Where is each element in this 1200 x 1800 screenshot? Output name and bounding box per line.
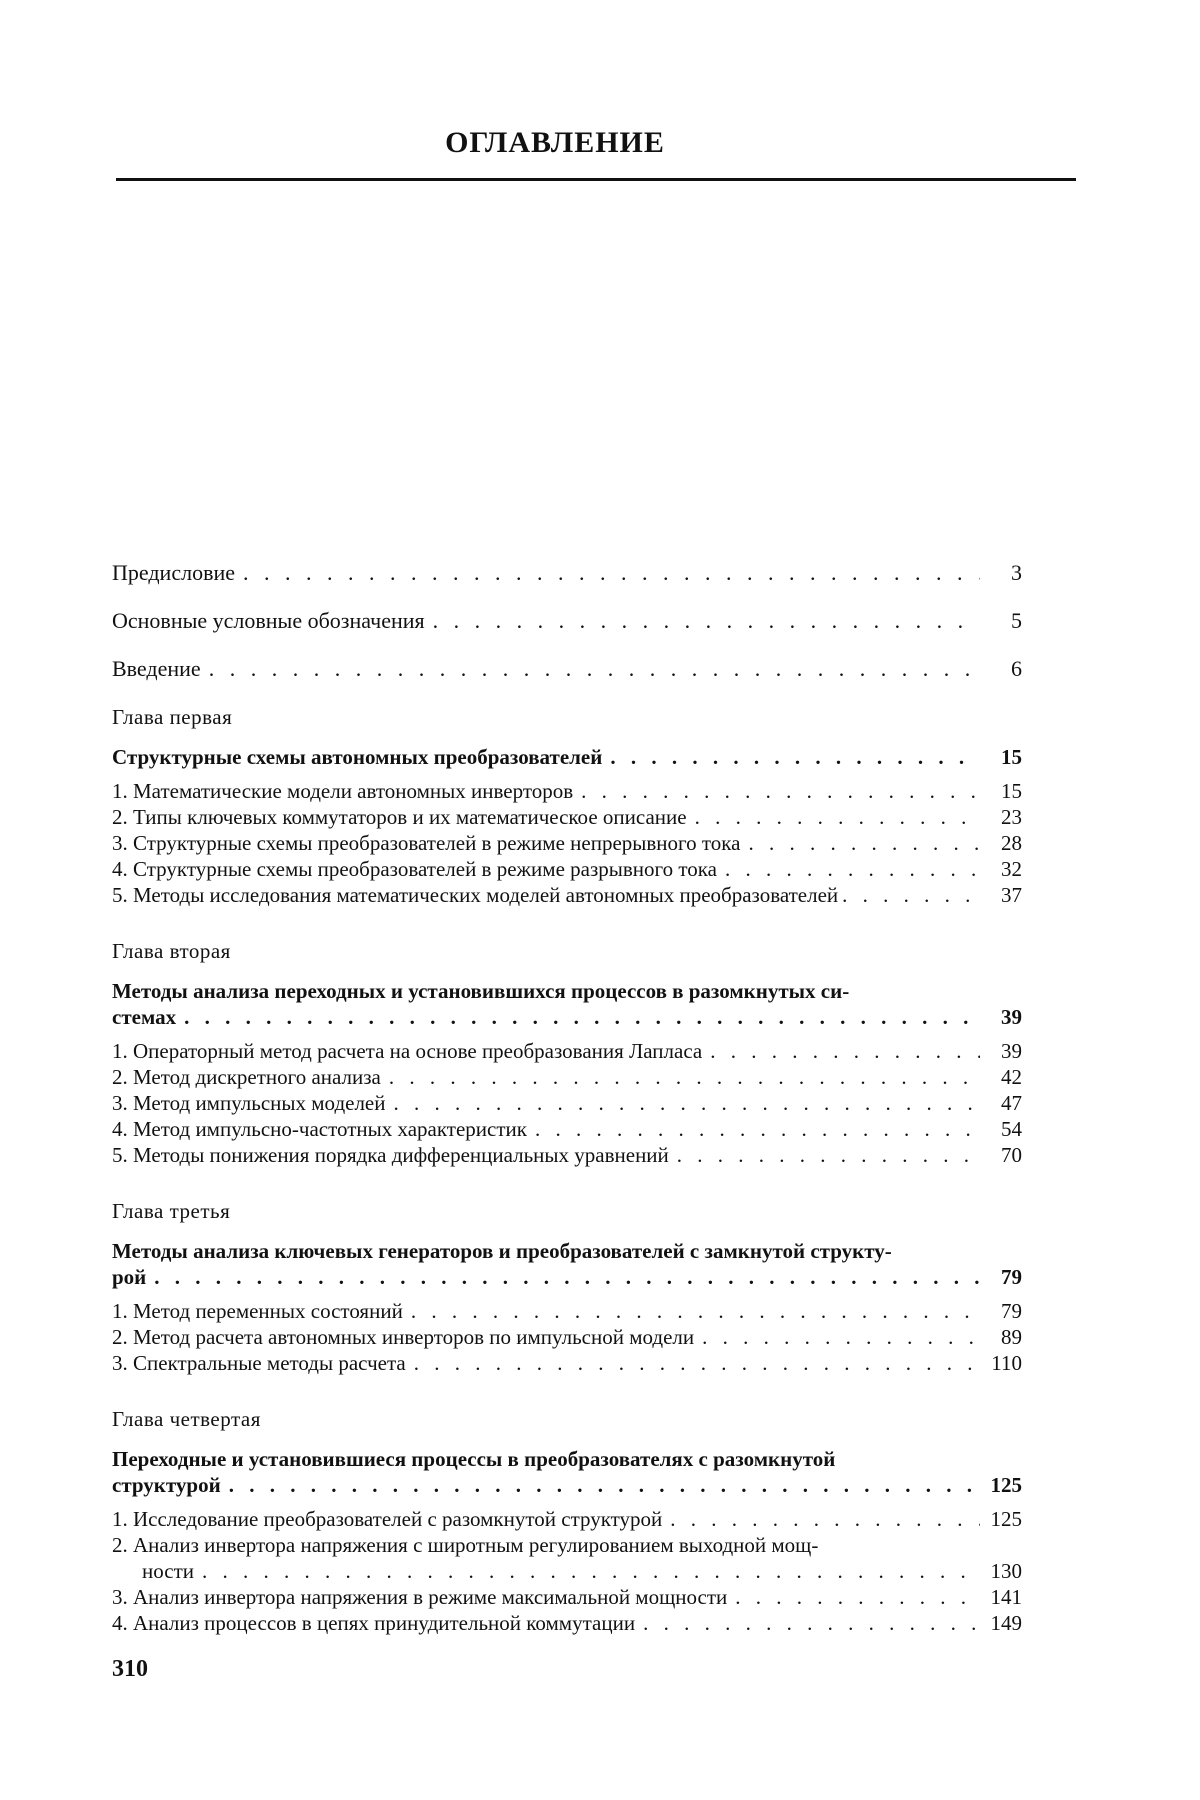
toc-page-number: 141 — [990, 1585, 1022, 1609]
section-entry[interactable] — [112, 1350, 1022, 1376]
chapter-title[interactable] — [112, 744, 1022, 770]
section-label: 3. Спектральные методы расчета — [112, 1351, 406, 1375]
section-entry[interactable] — [112, 856, 1022, 882]
toc-page-number: 125 — [990, 1507, 1022, 1531]
section-label: 5. Методы понижения порядка дифференциальных уравнений — [112, 1143, 669, 1167]
section-entry[interactable] — [112, 1142, 1022, 1168]
section-entry[interactable] — [112, 1038, 1022, 1064]
toc-entry-notation[interactable] — [112, 608, 1022, 634]
chapter-label: Глава четвертая — [112, 1407, 261, 1431]
chapter-title-line: Методы анализа ключевых генераторов и преобразователей с замкнутой структу- — [112, 1239, 892, 1263]
toc-page-number: 28 — [1001, 831, 1022, 855]
dot-leader — [748, 830, 980, 856]
section-entry[interactable] — [112, 804, 1022, 830]
chapter-title-line: Переходные и установившиеся процессы в преобразователях с разомкнутой — [112, 1447, 836, 1471]
toc-page-number: 39 — [1001, 1005, 1022, 1029]
chapter-label: Глава третья — [112, 1199, 231, 1223]
section-entry[interactable] — [112, 1610, 1022, 1636]
toc-page-number: 54 — [1001, 1117, 1022, 1141]
toc-page-number: 47 — [1001, 1091, 1022, 1115]
section-entry[interactable] — [112, 1064, 1022, 1090]
toc-page-number: 79 — [1001, 1299, 1022, 1323]
section-label: 3. Метод импульсных моделей — [112, 1091, 386, 1115]
chapter-title-text: структурой — [112, 1473, 221, 1497]
toc-page-number: 149 — [990, 1611, 1022, 1635]
page-title: ОГЛАВЛЕНИЕ — [445, 126, 665, 159]
chapter-label: Глава вторая — [112, 939, 231, 963]
dot-leader — [229, 1472, 980, 1498]
section-label: 1. Исследование преобразователей с разомкнутой структурой — [112, 1507, 663, 1531]
toc-entry-label: Введение — [112, 656, 201, 681]
dot-leader — [389, 1064, 980, 1090]
toc-page-number: 15 — [1001, 779, 1022, 803]
toc-page-number: 89 — [1001, 1325, 1022, 1349]
toc-page-number: 79 — [1001, 1265, 1022, 1289]
section-entry[interactable] — [112, 882, 1022, 908]
toc-entry-label: Предисловие — [112, 560, 235, 585]
section-entry[interactable] — [112, 1558, 1022, 1584]
dot-leader — [394, 1090, 981, 1116]
section-entry[interactable] — [112, 1324, 1022, 1350]
section-entry[interactable] — [112, 778, 1022, 804]
section-label: 5. Методы исследования математических моделей автономных преобразователей — [112, 883, 839, 907]
toc-entry-introduction[interactable] — [112, 656, 1022, 682]
dot-leader — [670, 1506, 980, 1532]
toc-page-number: 3 — [1011, 560, 1022, 585]
toc-page-number: 110 — [991, 1351, 1022, 1375]
section-label: 3. Структурные схемы преобразователей в режиме непрерывного тока — [112, 831, 741, 855]
chapter-title[interactable] — [112, 1472, 1022, 1498]
section-entry[interactable] — [112, 1584, 1022, 1610]
dot-leader — [535, 1116, 980, 1142]
chapter-title-text: Структурные схемы автономных преобразователей — [112, 745, 603, 769]
dot-leader — [842, 882, 984, 908]
dot-leader — [243, 560, 980, 586]
chapter-title[interactable] — [112, 1264, 1022, 1290]
title-rule — [116, 178, 1076, 181]
toc-page-number: 42 — [1001, 1065, 1022, 1089]
section-label-line: 2. Анализ инвертора напряжения с широтным регулированием выходной мощ- — [112, 1533, 819, 1557]
section-label: 4. Анализ процессов в цепях принудительной коммутации — [112, 1611, 636, 1635]
toc-page-number: 70 — [1001, 1143, 1022, 1167]
section-entry[interactable] — [112, 1116, 1022, 1142]
dot-leader — [184, 1004, 980, 1030]
dot-leader — [581, 778, 980, 804]
chapter-title-line: Методы анализа переходных и установившихся процессов в разомкнутых си- — [112, 979, 850, 1003]
section-label: 4. Метод импульсно-частотных характеристик — [112, 1117, 527, 1141]
toc-page-number: 130 — [990, 1559, 1022, 1583]
dot-leader — [610, 744, 980, 770]
toc-page-number: 39 — [1001, 1039, 1022, 1063]
toc-page-number: 32 — [1001, 857, 1022, 881]
section-label: 1. Операторный метод расчета на основе преобразования Лапласа — [112, 1039, 703, 1063]
chapter-title-text: рой — [112, 1265, 147, 1289]
toc-page-number: 37 — [1001, 883, 1022, 907]
chapter-label: Глава первая — [112, 705, 233, 729]
toc-page-number: 125 — [990, 1473, 1022, 1497]
toc-page-number: 15 — [1001, 745, 1022, 769]
dot-leader — [677, 1142, 980, 1168]
dot-leader — [735, 1584, 980, 1610]
section-entry[interactable] — [112, 1506, 1022, 1532]
dot-leader — [202, 1558, 980, 1584]
dot-leader — [643, 1610, 980, 1636]
section-label: 1. Метод переменных состояний — [112, 1299, 403, 1323]
dot-leader — [710, 1038, 980, 1064]
section-entry[interactable] — [112, 1090, 1022, 1116]
dot-leader — [433, 608, 980, 634]
dot-leader — [725, 856, 980, 882]
dot-leader — [414, 1350, 980, 1376]
section-label: 2. Метод расчета автономных инверторов по импульсной модели — [112, 1325, 695, 1349]
table-of-contents — [112, 560, 1022, 1636]
section-label-continuation: ности — [142, 1559, 194, 1583]
section-label: 2. Метод дискретного анализа — [112, 1065, 381, 1089]
dot-leader — [209, 656, 980, 682]
chapter-title-text: стемах — [112, 1005, 177, 1029]
section-label: 2. Типы ключевых коммутаторов и их математическое описание — [112, 805, 687, 829]
section-label: 4. Структурные схемы преобразователей в режиме разрывного тока — [112, 857, 717, 881]
section-label: 3. Анализ инвертора напряжения в режиме максимальной мощности — [112, 1585, 728, 1609]
page-number: 310 — [112, 1656, 148, 1682]
toc-page-number: 23 — [1001, 805, 1022, 829]
toc-entry-label: Основные условные обозначения — [112, 608, 425, 633]
dot-leader — [702, 1324, 980, 1350]
toc-page-number: 6 — [1011, 656, 1022, 681]
chapter-title[interactable] — [112, 1004, 1022, 1030]
dot-leader — [154, 1264, 980, 1290]
section-entry[interactable] — [112, 1298, 1022, 1324]
dot-leader — [695, 804, 980, 830]
section-entry[interactable] — [112, 830, 1022, 856]
toc-entry-preface[interactable] — [112, 560, 1022, 586]
section-label: 1. Математические модели автономных инверторов — [112, 779, 574, 803]
dot-leader — [411, 1298, 980, 1324]
toc-page-number: 5 — [1011, 608, 1022, 633]
